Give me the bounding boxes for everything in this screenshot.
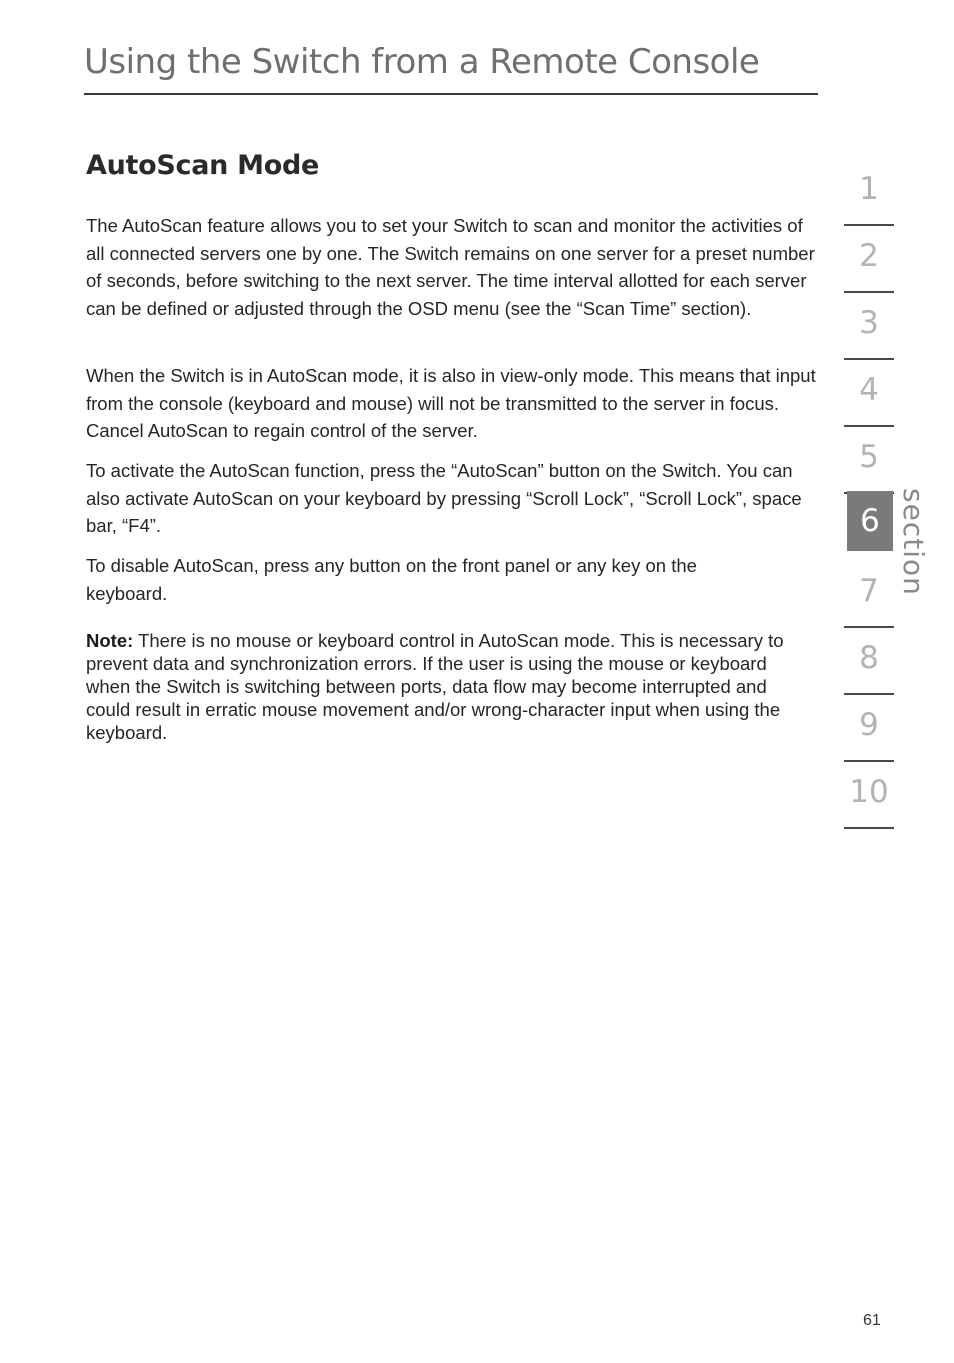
section-tab-3[interactable]: 3: [844, 294, 894, 360]
paragraph-view-only: When the Switch is in AutoScan mode, it is also in view-only mode. This means that input from the console (keyboard and mouse) will not be transmitted to the server in focus. Cancel AutoScan to regain control of the server.: [86, 365, 816, 441]
section-tab-9[interactable]: 9: [844, 696, 894, 762]
section-tab-7[interactable]: 7: [844, 562, 894, 628]
section-tab-4[interactable]: 4: [844, 361, 894, 427]
page-header: [84, 38, 818, 95]
paragraph-autoscan-intro: The AutoScan feature allows you to set your Switch to scan and monitor the activities of all connected servers one by one. The Switch remains on one server for a preset number of seconds, before switching to the next server. The time interval allotted for each server can be defined or adjusted through the OSD menu (see the “Scan Time” section).: [86, 215, 815, 319]
note-body: There is no mouse or keyboard control in AutoScan mode. This is necessary to prevent data and synchronization errors. If the user is using the mouse or keyboard when the Switch is switching between ports, data flow may become interrupted and could result in erratic mouse movement and/or wrong-character input when using the keyboard.: [86, 630, 784, 743]
paragraph-disable: To disable AutoScan, press any button on the front panel or any key on the keyboard.: [86, 555, 697, 604]
section-tab-5[interactable]: 5: [844, 428, 894, 494]
section-tab-2[interactable]: 2: [844, 227, 894, 293]
section-tab-10[interactable]: 10: [844, 763, 894, 829]
section-tab-8[interactable]: 8: [844, 629, 894, 695]
section-heading: AutoScan Mode: [86, 150, 320, 181]
section-tab-6[interactable]: 6: [847, 491, 893, 551]
note: [86, 629, 816, 744]
section-label: section: [897, 488, 930, 596]
note-label: Note:: [86, 630, 134, 651]
page-title: Using the Switch from a Remote Console: [84, 42, 760, 82]
section-tab-1[interactable]: 1: [844, 160, 894, 226]
paragraph-activate: To activate the AutoScan function, press the “AutoScan” button on the Switch. You can also activate AutoScan on your keyboard by pressing “Scroll Lock”, “Scroll Lock”, space bar, “F4”.: [86, 460, 802, 536]
page-number: 61: [863, 1312, 881, 1329]
